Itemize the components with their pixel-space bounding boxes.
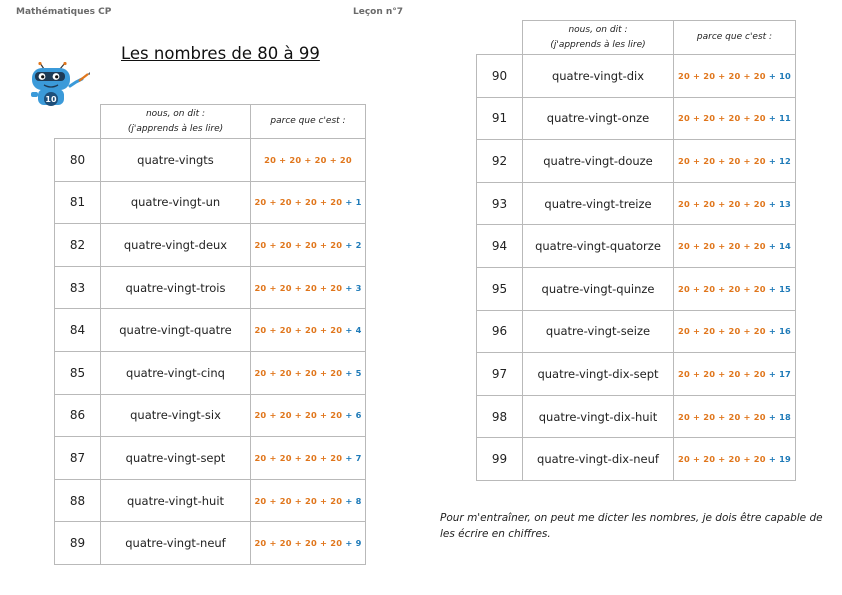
table-row [477, 353, 796, 396]
table-row [55, 437, 366, 480]
page-title: Les nombres de 80 à 99 [121, 44, 320, 63]
added-units: + 1 [345, 197, 362, 208]
we-say-label: nous, on dit : [568, 25, 628, 36]
rows-90-99 [477, 55, 796, 481]
decomposition-cell [251, 309, 366, 352]
added-units: + 2 [345, 239, 362, 250]
added-units: + 17 [768, 368, 792, 379]
number-cell: 96 [477, 310, 523, 353]
table-row [477, 225, 796, 268]
base-sum: 20 + 20 + 20 + 20 [677, 155, 766, 166]
number-word-cell: quatre-vingt-dix-huit [523, 395, 674, 438]
base-sum: 20 + 20 + 20 + 20 [677, 326, 766, 337]
number-word-cell: quatre-vingt-cinq [101, 351, 251, 394]
added-units: + 16 [768, 326, 792, 337]
number-word-cell: quatre-vingt-six [101, 394, 251, 437]
table-header-row [55, 105, 366, 139]
number-word-cell: quatre-vingt-dix [523, 55, 674, 98]
number-cell: 85 [55, 351, 101, 394]
we-say-header [101, 105, 251, 139]
added-units: + 9 [345, 538, 362, 549]
decomposition-cell [674, 267, 796, 310]
number-cell: 91 [477, 97, 523, 140]
added-units: + 12 [768, 155, 792, 166]
robot-mascot-icon [24, 62, 90, 108]
number-word-cell: quatre-vingt-seize [523, 310, 674, 353]
table-row [55, 479, 366, 522]
number-cell: 97 [477, 353, 523, 396]
number-word-cell: quatre-vingt-douze [523, 140, 674, 183]
subject-label: Mathématiques CP [16, 7, 112, 17]
number-word-cell: quatre-vingt-onze [523, 97, 674, 140]
decomposition-cell [674, 182, 796, 225]
base-sum: 20 + 20 + 20 + 20 [677, 113, 766, 124]
table-row [55, 309, 366, 352]
table-row [55, 181, 366, 224]
table-row [477, 55, 796, 98]
number-cell: 92 [477, 140, 523, 183]
number-cell: 82 [55, 224, 101, 267]
added-units: + 14 [768, 241, 792, 252]
practice-note: Pour m'entraîner, on peut me dicter les nombres, je dois être capable de les écrire en chiffres. [440, 512, 823, 540]
base-sum: 20 + 20 + 20 + 20 [254, 410, 343, 421]
number-cell: 95 [477, 267, 523, 310]
empty-header-cell [55, 105, 101, 139]
decomposition-cell [251, 139, 366, 182]
decomposition-cell [674, 310, 796, 353]
we-say-header [523, 21, 674, 55]
numbers-table-90-99 [476, 20, 796, 481]
decomposition-cell [251, 351, 366, 394]
decomposition-cell [674, 395, 796, 438]
table-row [55, 522, 366, 565]
base-sum: 20 + 20 + 20 + 20 [677, 241, 766, 252]
table-row [477, 182, 796, 225]
decomposition-cell [251, 266, 366, 309]
decomposition-cell [251, 437, 366, 480]
base-sum: 20 + 20 + 20 + 20 [677, 368, 766, 379]
decomposition-cell [674, 353, 796, 396]
decomposition-cell [251, 479, 366, 522]
added-units: + 7 [345, 452, 362, 463]
number-word-cell: quatre-vingt-trois [101, 266, 251, 309]
table-row [477, 395, 796, 438]
lesson-number: Leçon n°7 [353, 7, 404, 17]
decomposition-cell [251, 181, 366, 224]
empty-header-cell [477, 21, 523, 55]
number-cell: 84 [55, 309, 101, 352]
decomposition-cell [674, 97, 796, 140]
number-cell: 80 [55, 139, 101, 182]
table-header-row [477, 21, 796, 55]
number-word-cell: quatre-vingt-neuf [101, 522, 251, 565]
number-word-cell: quatre-vingt-dix-neuf [523, 438, 674, 481]
learn-to-read-label: (j'apprends à les lire) [550, 39, 646, 50]
base-sum: 20 + 20 + 20 + 20 [254, 325, 343, 336]
decomposition-cell [674, 55, 796, 98]
number-word-cell: quatre-vingt-sept [101, 437, 251, 480]
number-word-cell: quatre-vingt-quatre [101, 309, 251, 352]
table-row [477, 140, 796, 183]
base-sum: 20 + 20 + 20 + 20 [264, 154, 352, 165]
added-units: + 5 [345, 367, 362, 378]
number-word-cell: quatre-vingt-quatorze [523, 225, 674, 268]
added-units: + 11 [768, 113, 792, 124]
number-word-cell: quatre-vingt-deux [101, 224, 251, 267]
number-word-cell: quatre-vingt-un [101, 181, 251, 224]
number-word-cell: quatre-vingt-quinze [523, 267, 674, 310]
added-units: + 3 [345, 282, 362, 293]
number-cell: 87 [55, 437, 101, 480]
base-sum: 20 + 20 + 20 + 20 [254, 239, 343, 250]
added-units: + 8 [345, 495, 362, 506]
numbers-table-80-89 [54, 104, 366, 565]
mascot-badge: 10 [45, 95, 57, 104]
added-units: + 13 [768, 198, 792, 209]
base-sum: 20 + 20 + 20 + 20 [254, 538, 343, 549]
we-say-label: nous, on dit : [145, 109, 206, 120]
added-units: + 4 [345, 325, 362, 336]
base-sum: 20 + 20 + 20 + 20 [677, 454, 766, 465]
table-row [55, 266, 366, 309]
base-sum: 20 + 20 + 20 + 20 [677, 198, 766, 209]
because-header: parce que c'est : [251, 105, 366, 139]
number-cell: 86 [55, 394, 101, 437]
base-sum: 20 + 20 + 20 + 20 [254, 367, 343, 378]
number-word-cell: quatre-vingt-treize [523, 182, 674, 225]
added-units: + 6 [345, 410, 362, 421]
table-row [477, 267, 796, 310]
base-sum: 20 + 20 + 20 + 20 [254, 452, 343, 463]
number-cell: 88 [55, 479, 101, 522]
table-row [55, 394, 366, 437]
number-word-cell: quatre-vingts [101, 139, 251, 182]
base-sum: 20 + 20 + 20 + 20 [677, 70, 766, 81]
decomposition-cell [674, 225, 796, 268]
number-cell: 93 [477, 182, 523, 225]
number-cell: 99 [477, 438, 523, 481]
table-row [55, 224, 366, 267]
number-cell: 98 [477, 395, 523, 438]
number-word-cell: quatre-vingt-dix-sept [523, 353, 674, 396]
number-cell: 81 [55, 181, 101, 224]
added-units: + 18 [768, 411, 792, 422]
decomposition-cell [251, 224, 366, 267]
table-row [477, 97, 796, 140]
rows-80-89 [55, 139, 366, 565]
decomposition-cell [251, 394, 366, 437]
added-units: + 19 [768, 454, 792, 465]
added-units: + 10 [768, 70, 792, 81]
base-sum: 20 + 20 + 20 + 20 [254, 282, 343, 293]
number-word-cell: quatre-vingt-huit [101, 479, 251, 522]
base-sum: 20 + 20 + 20 + 20 [677, 411, 766, 422]
base-sum: 20 + 20 + 20 + 20 [254, 495, 343, 506]
added-units: + 15 [768, 283, 792, 294]
table-row [477, 438, 796, 481]
number-cell: 90 [477, 55, 523, 98]
number-cell: 94 [477, 225, 523, 268]
table-row [477, 310, 796, 353]
number-cell: 83 [55, 266, 101, 309]
base-sum: 20 + 20 + 20 + 20 [677, 283, 766, 294]
because-header: parce que c'est : [674, 21, 796, 55]
decomposition-cell [674, 140, 796, 183]
decomposition-cell [251, 522, 366, 565]
base-sum: 20 + 20 + 20 + 20 [254, 197, 343, 208]
learn-to-read-label: (j'apprends à les lire) [127, 123, 224, 134]
number-cell: 89 [55, 522, 101, 565]
decomposition-cell [674, 438, 796, 481]
table-row [55, 351, 366, 394]
table-row [55, 139, 366, 182]
